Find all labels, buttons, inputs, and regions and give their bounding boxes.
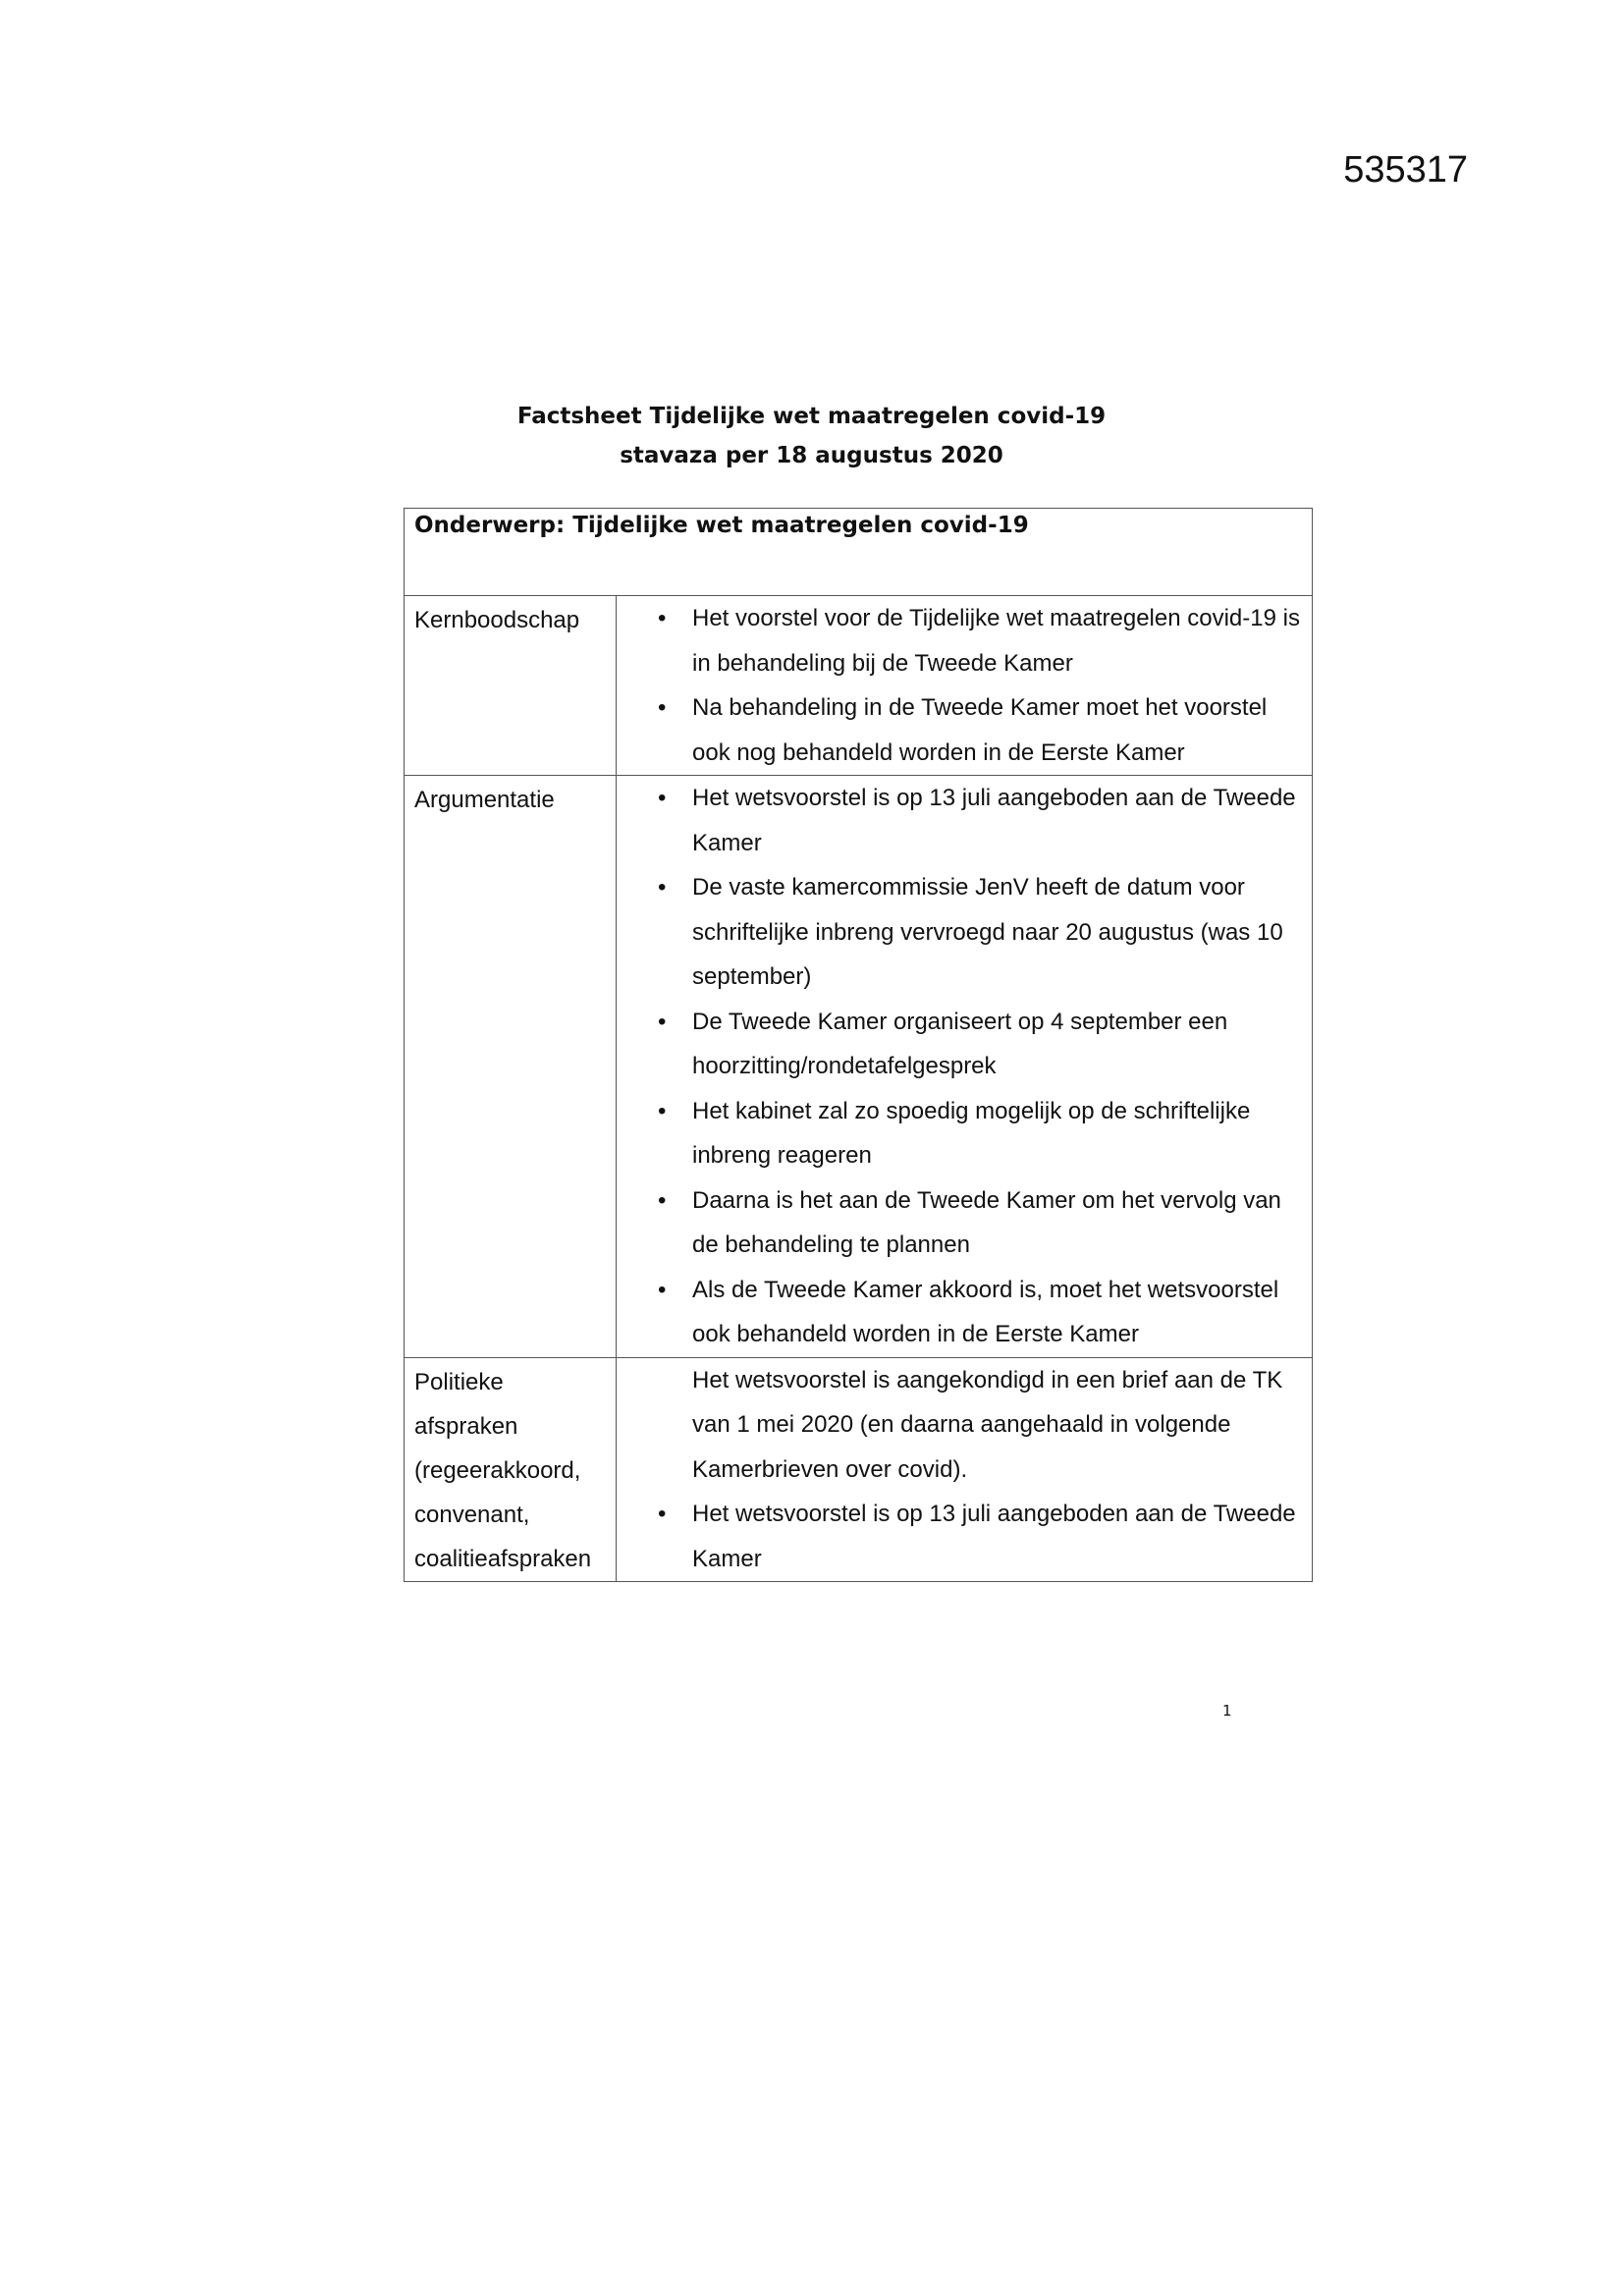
page-number: 1 bbox=[1222, 1702, 1232, 1720]
subject-row bbox=[405, 509, 1313, 596]
table-row bbox=[405, 596, 1313, 776]
bullet-item: • Daarna is het aan de Tweede Kamer om het vervolg van de behandeling te plannen bbox=[617, 1178, 1304, 1268]
bullet-item: • Het kabinet zal zo spoedig mogelijk op de schriftelijke inbreng reageren bbox=[617, 1089, 1304, 1178]
row-label: Kernboodschap bbox=[405, 596, 617, 776]
table-row bbox=[405, 776, 1313, 1358]
bullet-item: • Na behandeling in de Tweede Kamer moet het voorstel ook nog behandeld worden in de Eerste Kamer bbox=[617, 685, 1304, 775]
row-label: Politieke afspraken (regeerakkoord, convenant, coalitieafspraken bbox=[405, 1357, 617, 1582]
row-content bbox=[617, 596, 1313, 776]
bullet-list bbox=[617, 776, 1304, 1357]
subject-cell bbox=[405, 509, 1313, 596]
subject-text: Onderwerp: Tijdelijke wet maatregelen covid-19 bbox=[414, 513, 1029, 538]
bullet-item: • Het voorstel voor de Tijdelijke wet maatregelen covid-19 is in behandeling bij de Tweede Kamer bbox=[617, 596, 1304, 685]
factsheet-table bbox=[404, 508, 1313, 1582]
title-line-2: stavaza per 18 augustus 2020 bbox=[620, 443, 1003, 468]
table-row bbox=[405, 1357, 1313, 1582]
document-title bbox=[0, 397, 1623, 475]
row-content bbox=[617, 1357, 1313, 1582]
bullet-item: • De Tweede Kamer organiseert op 4 september een hoorzitting/rondetafelgesprek bbox=[617, 1000, 1304, 1089]
bullet-item: • Als de Tweede Kamer akkoord is, moet het wetsvoorstel ook behandeld worden in de Eerste Kamer bbox=[617, 1268, 1304, 1357]
bullet-list bbox=[617, 596, 1304, 775]
row-label: Argumentatie bbox=[405, 776, 617, 1358]
bullet-list bbox=[617, 1358, 1304, 1582]
row-content bbox=[617, 776, 1313, 1358]
bullet-item: • De vaste kamercommissie JenV heeft de datum voor schriftelijke inbreng vervroegd naar 20 augustus (was 10 september) bbox=[617, 865, 1304, 1000]
plain-item: Het wetsvoorstel is aangekondigd in een brief aan de TK van 1 mei 2020 (en daarna aangehaald in volgende Kamerbrieven over covid). bbox=[692, 1366, 1283, 1483]
bullet-item: • Het wetsvoorstel is op 13 juli aangeboden aan de Tweede Kamer bbox=[617, 776, 1304, 865]
title-line-1: Factsheet Tijdelijke wet maatregelen covid-19 bbox=[516, 404, 1107, 429]
document-number: 535317 bbox=[1343, 149, 1468, 191]
bullet-item: • Het wetsvoorstel is op 13 juli aangeboden aan de Tweede Kamer bbox=[617, 1492, 1304, 1581]
